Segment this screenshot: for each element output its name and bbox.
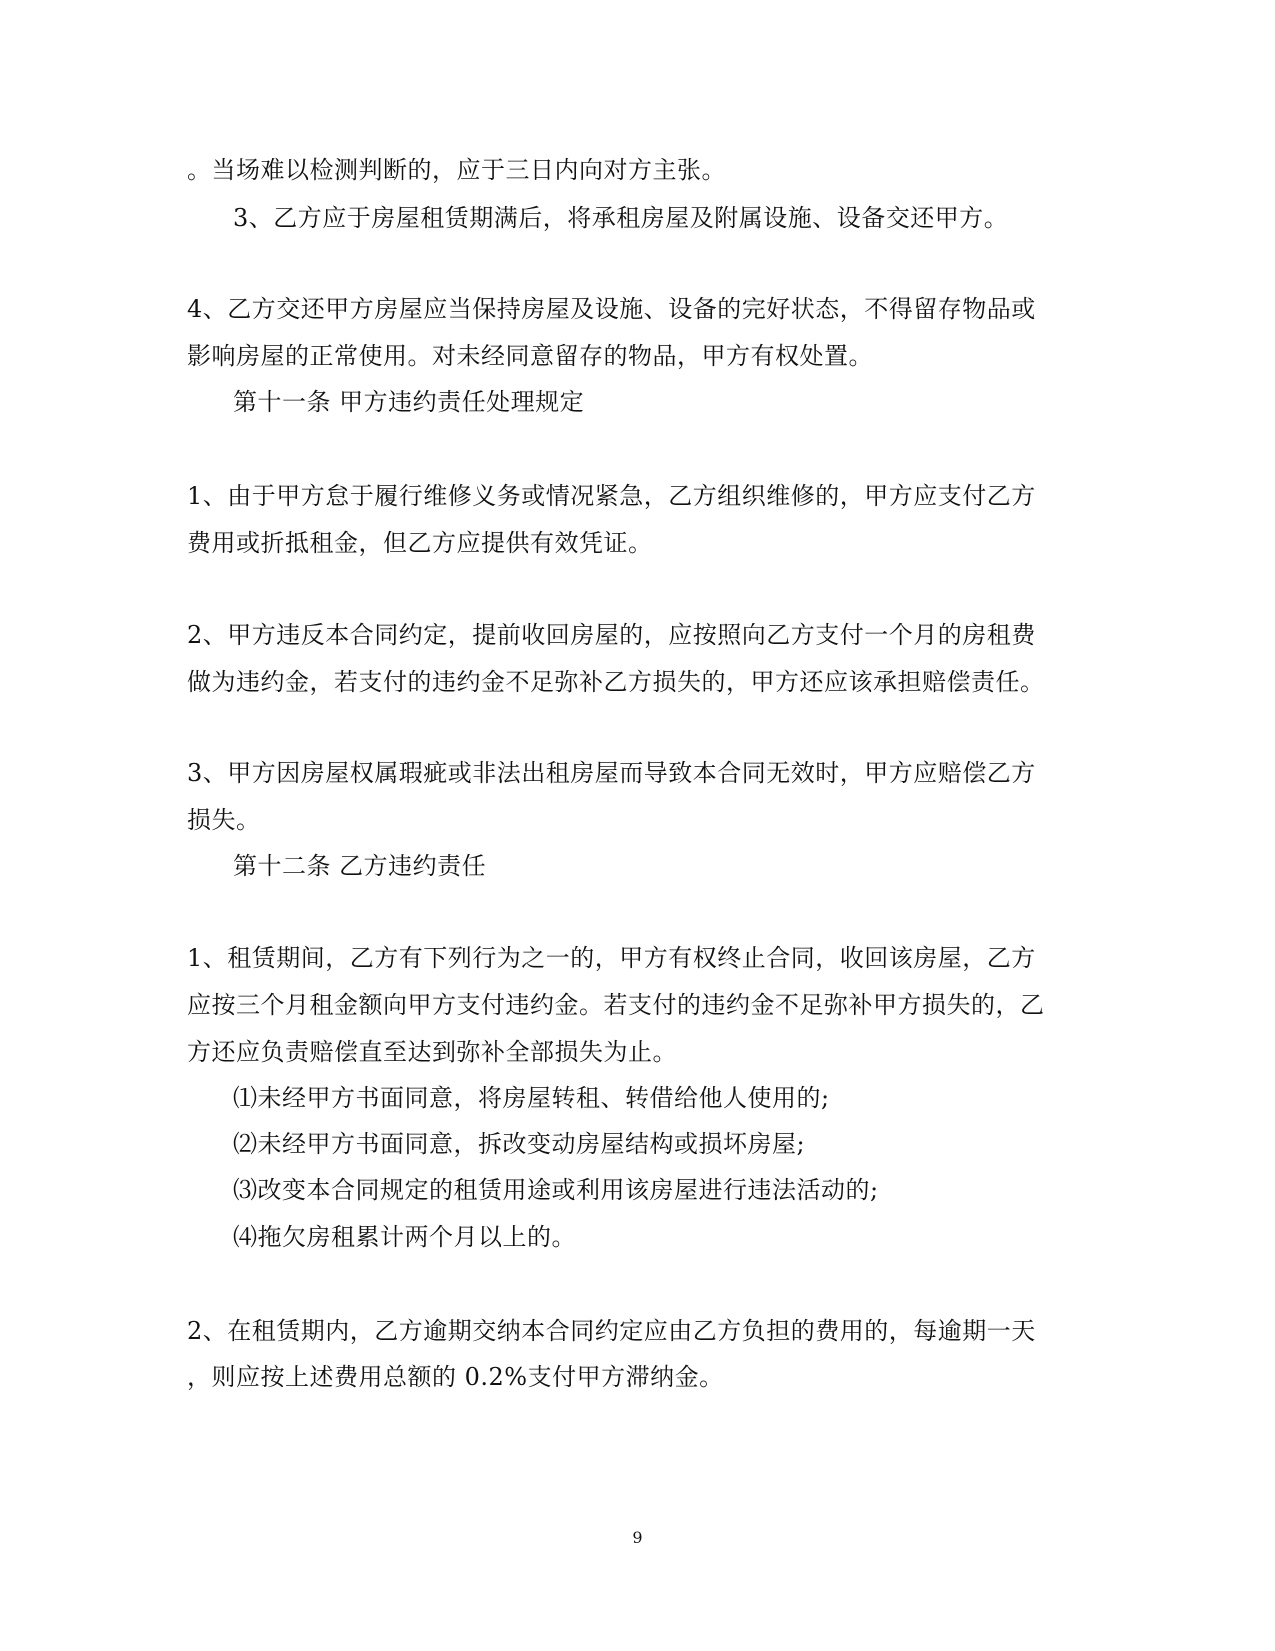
paragraph-line: 3、乙方应于房屋租赁期满后，将承租房屋及附属设施、设备交还甲方。 bbox=[233, 204, 1009, 232]
paragraph-line: 2、在租赁期内，乙方逾期交纳本合同约定应由乙方负担的费用的，每逾期一天 bbox=[187, 1317, 1036, 1345]
paragraph-line: 方还应负责赔偿直至达到弥补全部损失为止。 bbox=[187, 1038, 677, 1066]
paragraph-line: 费用或折抵租金，但乙方应提供有效凭证。 bbox=[187, 529, 653, 557]
paragraph-line: 影响房屋的正常使用。对未经同意留存的物品，甲方有权处置。 bbox=[187, 342, 873, 370]
section-heading: 第十二条 乙方违约责任 bbox=[233, 852, 487, 880]
section-heading: 第十一条 甲方违约责任处理规定 bbox=[233, 388, 585, 416]
paragraph-line: 1、租赁期间，乙方有下列行为之一的，甲方有权终止合同，收回该房屋，乙方 bbox=[187, 944, 1036, 972]
paragraph-line: 。当场难以检测判断的，应于三日内向对方主张。 bbox=[187, 156, 726, 184]
paragraph-line: 3、甲方因房屋权属瑕疵或非法出租房屋而导致本合同无效时，甲方应赔偿乙方 bbox=[187, 759, 1036, 787]
paragraph-line: 做为违约金，若支付的违约金不足弥补乙方损失的，甲方还应该承担赔偿责任。 bbox=[187, 668, 1045, 696]
list-item: ⑶改变本合同规定的租赁用途或利用该房屋进行违法活动的; bbox=[233, 1176, 879, 1204]
paragraph-line: 1、由于甲方怠于履行维修义务或情况紧急，乙方组织维修的，甲方应支付乙方 bbox=[187, 482, 1036, 510]
list-item: ⑵未经甲方书面同意，拆改变动房屋结构或损坏房屋; bbox=[233, 1130, 806, 1158]
paragraph-line: 2、甲方违反本合同约定，提前收回房屋的，应按照向乙方支付一个月的房租费 bbox=[187, 621, 1036, 649]
list-item: ⑷拖欠房租累计两个月以上的。 bbox=[233, 1223, 576, 1251]
paragraph-line: 应按三个月租金额向甲方支付违约金。若支付的违约金不足弥补甲方损失的，乙 bbox=[187, 991, 1045, 1019]
list-item: ⑴未经甲方书面同意，将房屋转租、转借给他人使用的; bbox=[233, 1084, 830, 1112]
paragraph-line: 损失。 bbox=[187, 806, 261, 834]
paragraph-line: ，则应按上述费用总额的 0.2%支付甲方滞纳金。 bbox=[187, 1363, 724, 1391]
page-number: 9 bbox=[632, 1528, 643, 1547]
paragraph-line: 4、乙方交还甲方房屋应当保持房屋及设施、设备的完好状态，不得留存物品或 bbox=[187, 295, 1036, 323]
